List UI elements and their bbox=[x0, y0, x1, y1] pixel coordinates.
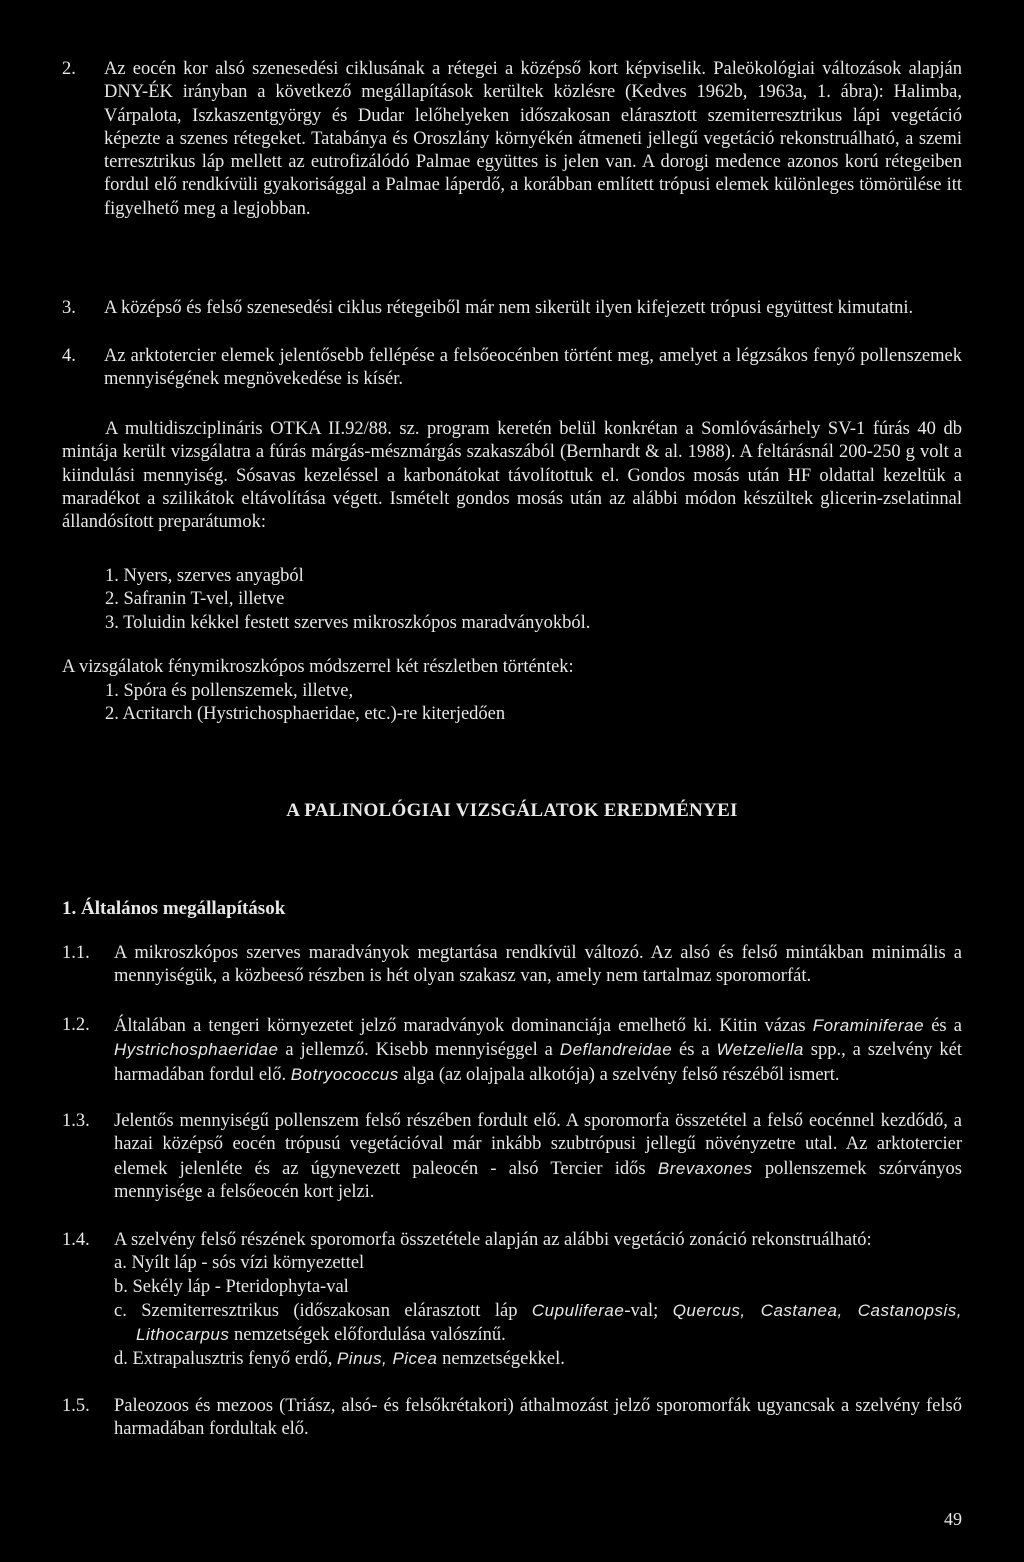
finding-text: Jelentős mennyiségű pollenszem felső részében fordult elő. A sporomorfa összetétel a felső eocénnel kezdődő, a hazai középső eocén trópusú vegetációval már inkább szubtrópusi jellegű növényzetre utal. Az arktotercier elemek jelenléte és az úgynevezett paleocén - alsó Tercier idős Brevaxones pollenszemek szórványos mennyisége a felsőeocén kort jelzi. bbox=[114, 1111, 962, 1202]
finding-1-2 bbox=[62, 1014, 962, 1087]
taxon-name: Brevaxones bbox=[657, 1158, 753, 1178]
taxon-name: Quercus, Castanea, Castanopsis, Lithocarpus bbox=[136, 1300, 962, 1345]
intro-item-4 bbox=[62, 345, 962, 392]
intro-list bbox=[62, 58, 962, 221]
finding-number: 1.4. bbox=[62, 1230, 90, 1250]
finding-text: Paleozoos és mezoos (Triász, alsó- és felsőkrétakori) áthalmozást jelző sporomorfák ugyancsak a szelvény felső harmadában fordultak elő. bbox=[114, 1396, 962, 1440]
page-number: 49 bbox=[944, 1509, 962, 1529]
zone-item: a. Nyílt láp - sós vízi környezettel bbox=[114, 1253, 365, 1274]
methods-paragraph: A multidiszciplináris OTKA II.92/88. sz. program keretén belül konkrétan a Somlóvásárhely SV-1 fúrás 40 db mintája került vizsgálatra a fúrás márgás-mészmárgás szakaszából (Bernhardt & al. 1988). A feltárásnál 200-250 g volt a kiindulási mennyiség. Sósavas kezeléssel a karbonátokat távolítottuk el. Gondos mosás után HF oldattal kezeltük a maradékot a szilikátok eltávolítása végett. Ismételt gondos mosás után az alábbi módon készültek glicerin-zselatinnal állandósított preparátumok: bbox=[62, 419, 962, 533]
list-item: 1. Spóra és pollenszemek, illetve, bbox=[105, 681, 354, 701]
zone-item: d. Extrapalusztris fenyő erdő, Pinus, Picea nemzetségekkel. bbox=[114, 1349, 565, 1370]
finding-number: 1.2. bbox=[62, 1015, 90, 1035]
taxon-name: Cupuliferae bbox=[531, 1300, 625, 1320]
zone-item: c. Szemiterresztrikus (időszakosan elárasztott láp Cupuliferae-val; Quercus, Castanea, Castanopsis, Lithocarpus nemzetségek előfordulása valószínű. bbox=[114, 1300, 962, 1346]
zone-item: b. Sekély láp - Pteridophyta-val bbox=[114, 1276, 349, 1297]
exam-list bbox=[62, 680, 962, 727]
taxon-name: Wetzeliella bbox=[716, 1040, 804, 1060]
exam-intro: A vizsgálatok fénymikroszkópos módszerrel két részletben történtek: bbox=[62, 657, 574, 677]
subsection-title: 1. Általános megállapítások bbox=[62, 898, 286, 919]
item-number: 2. bbox=[62, 59, 76, 79]
list-item: 2. Acritarch (Hystrichosphaeridae, etc.)-re kiterjedően bbox=[105, 704, 506, 725]
taxon-name: Foraminiferae bbox=[812, 1016, 925, 1035]
finding-number: 1.3. bbox=[62, 1111, 90, 1131]
item-text: Az eocén kor alsó szenesedési ciklusának a rétegei a középső kort képviselik. Paleökológiai változások alapján DNY-ÉK irányban a következő megállapítások kerültek közlésre (Kedves 1962b, 1963a, 1. ábra): Halimba, Várpalota, Iszkaszentgyörgy és Dudar lelőhelyeken időszakosan elárasztott szemiterresztrikus lápi vegetáció képezte a szenes rétegeket. Tatabánya és Oroszlány környékén átmeneti jellegű vegetáció rekonstruálható, a szemi terresztrikus láp mellett az eutrofizálódó Palmae együttes is jelen van. A dorogi medence azonos korú rétegeiben fordul elő rendkívüli gyakorisággal a Palmae láperdő, a korábban említett trópusi elemek különleges tömörülése itt figyelhető meg a legjobban. bbox=[104, 59, 962, 219]
finding-number: 1.1. bbox=[62, 943, 90, 963]
finding-text: A mikroszkópos szerves maradványok megtartása rendkívül változó. Az alsó és felső mintákban minimális a mennyiségük, a közbeeső részben is hét olyan szakasz van, amely nem tartalmaz sporomorfát. bbox=[114, 943, 962, 987]
item-number: 3. bbox=[62, 298, 76, 318]
finding-1-4 bbox=[62, 1229, 962, 1372]
list-item bbox=[62, 58, 962, 221]
intro-item-3 bbox=[62, 297, 962, 320]
finding-number: 1.5. bbox=[62, 1396, 90, 1416]
finding-1-1 bbox=[62, 942, 962, 989]
taxon-name: Botryococcus bbox=[290, 1064, 399, 1084]
item-text: A középső és felső szenesedési ciklus rétegeiből már nem sikerült ilyen kifejezett trópusi együttest kimutatni. bbox=[104, 298, 914, 318]
taxon-name: Pinus, Picea bbox=[336, 1349, 438, 1369]
list-item: 3. Toluidin kékkel festett szerves mikroszkópos maradványokból. bbox=[105, 612, 591, 633]
finding-1-5 bbox=[62, 1395, 962, 1442]
taxon-name: Deflandreidae bbox=[559, 1040, 673, 1060]
item-number: 4. bbox=[62, 346, 76, 366]
taxon-name: Hystrichosphaeridae bbox=[114, 1040, 279, 1060]
finding-text: A szelvény felső részének sporomorfa összetétele alapján az alábbi vegetáció zonáció rekonstruálható: a. Nyílt láp - sós vízi környezettel b. Sekély láp - Pteridophyta-val c. Szemiterresztrikus (időszakosan elárasztott láp Cupuliferae-val; Quercus, Castanea, Castanopsis, Lithocarpus nemzetségek előfordulása valószínű. d. Extrapalusztris fenyő erdő, Pinus, Picea nemzetségekkel. bbox=[104, 1229, 962, 1372]
item-text: Az arktotercier elemek jelentősebb fellépése a felsőeocénben történt meg, amelyet a légzsákos fenyő pollenszemek mennyiségének megnövekedése is kísér. bbox=[104, 346, 962, 390]
preparation-list bbox=[62, 565, 962, 635]
list-item: 2. Safranin T-vel, illetve bbox=[105, 589, 285, 610]
list-item: 1. Nyers, szerves anyagból bbox=[105, 566, 304, 586]
section-title: A PALINOLÓGIAI VIZSGÁLATOK EREDMÉNYEI bbox=[286, 800, 738, 821]
finding-1-3 bbox=[62, 1110, 962, 1204]
finding-text: Általában a tengeri környezetet jelző maradványok dominanciája emelhető ki. Kitin vázas Foraminiferae és a Hystrichosphaeridae a jellemző. Kisebb mennyiséggel a Deflandreidae és a Wetzeliella spp., a szelvény két harmadában fordul elő. Botryococcus alga (az olajpala alkotója) a szelvény felső részéből ismert. bbox=[114, 1016, 962, 1085]
